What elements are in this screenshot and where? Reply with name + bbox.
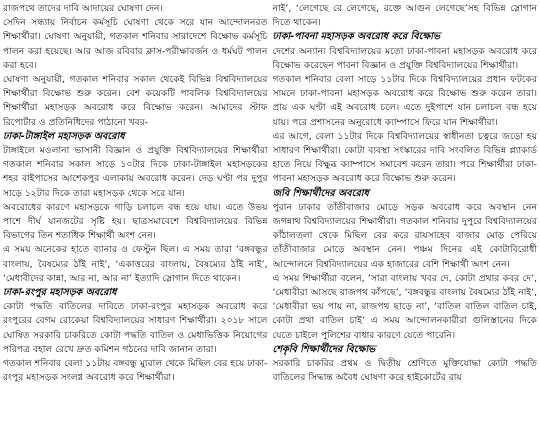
section-heading: শেকৃবি শিক্ষার্থীদের বিক্ষোভ: [272, 343, 376, 355]
paragraph: সেদিন সন্ধ্যায় নির্বাচন কর্মসূচি ঘোষণা থেকে সরে যান আন্দোলনরত শিক্ষার্থীরা। ঘোষণা অনুযায়ী, গতকাল শনিবার সারাদেশে বিক্ষোভ কর্মসূচি পালন করা হয়েছে। আর আজ রবিবার ক্লাস-পরীক্ষাবর্জন ও ধর্মঘট পালন করা হবে।: [3, 17, 268, 71]
section-heading: ঢাকা-রংপুর মহাসড়ক অবরোধ: [3, 287, 117, 299]
paragraph: পুরান ঢাকার তাঁতীবাজার মোড়ে সড়ক অবরোধ করে অবস্থান নেন জগন্নাথ বিশ্ববিদ্যালয়ের শিক্ষার্থীরা। গতকাল শনিবার দুপুরে বিশ্ববিদ্যালয়ের কাঁঠালতলা থেকে মিছিল বের করে রায়সাহেব বাজার মোড় পেরিয়ে তাঁতীবাজার মোড়ে অবস্থান নেন। পঞ্চম দিনের এই কোটাবিরোধী আন্দোলনে বিশ্ববিদ্যালয়ের এক হাজারের বেশি শিক্ষার্থী অংশ নেন।: [272, 201, 537, 270]
right-column: [273, 2, 538, 440]
paragraph: রাজপথে তাদের দাবি আদায়ের ঘোষণা দেন।: [3, 3, 163, 14]
paragraph: এ সময় শিক্ষার্থীরা বলেন, ‘সারা বাংলায় খবর দে, কোটা প্রথার কবর দে’, ‘মেধাবীরা আসছে রাজপথ কাঁপছে’, ‘বঙ্গবন্ধুর বাংলায় বৈষম্যের ঠাঁই নাই’, ‘মেধাবীরা ভয় পায় না, রাজপথ ছাড়ে না’, ‘বাতিল বাতিল বাতিল চাই, কোটা প্রথা বাতিল চাই’ এ সময় আন্দোলনকারীরা গুলিস্তানের দিকে যেতে চাইলে পুলিশের বাধার কারণে যেতে পারেনি।: [272, 272, 537, 341]
paragraph: অবরোধের কারণে মহাসড়কে গাড়ি চলাচল বন্ধ হয়ে যায়। এতে উভয় পাশে দীর্ঘ যানজটের সৃষ্টি হয়। ছাত্রসমাবেশে বিশ্ববিদ্যালয়ের বিভিন্ন বিভাগের তিন শতাধিক শিক্ষার্থী অংশ নেন।: [3, 201, 268, 242]
paragraph: গতকাল শনিবার বেলা ১১টায় বঙ্গবন্ধু ম্যুরাল থেকে মিছিল বের হয়ে ঢাকা-রংপুর মহাসড়ক সংলগ্ন অবরোধ করে শিক্ষার্থীরা।: [3, 358, 268, 384]
paragraph: এ সময় অনেকের হাতে ব্যানার ও ফেস্টুন ছিল। এ সময় তারা ‘বঙ্গবন্ধুর বাংলায়, বৈষম্যের ঠাঁই নাই’, ‘একাত্তরের বাংলায়, বৈষম্যের ঠাঁই নাই’, ‘মেধাবীদের কান্না, আর না, আর না’ ইত্যাদি স্লোগান দিতে থাকেন।: [3, 244, 268, 284]
paragraph: দেশের অন্যান্য বিশ্ববিদ্যালয়ের মতো ঢাকা-পাবনা মহাসড়ক অবরোধ করে বিক্ষোভ করেছেন পাবনা বিজ্ঞান ও প্রযুক্তি বিশ্ববিদ্যালয়ের শিক্ষার্থীরা।: [272, 45, 537, 71]
paragraph: কোটা পদ্ধতি বাতিলের দাবিতে ঢাকা-রংপুর মহাসড়ক অবরোধ করে রংপুরের বেগম রোকেয়া বিশ্ববিদ্যালয়ের সাধারণ শিক্ষার্থীরা। ২০১৮ সালে ঘোষিত সরকারি চাকরিতে কোটা পদ্ধতি বাতিল ও মেধাভিত্তিক নিয়োগের পরিপত্র বহাল রেখে দ্রুত কমিশন গঠনের দাবি জানান তারা।: [3, 301, 268, 355]
paragraph: টাঙ্গাইলে মওলানা ভাসানী বিজ্ঞান ও প্রযুক্তি বিশ্ববিদ্যালয়ের শিক্ষার্থীরা গতকাল শনিবার সকাল সাড়ে ১০টার দিকে ঢাকা-টাঙ্গাইল মহাসড়কের শহর বাইপাসের আশেকপুর এলাকায় অবরোধ করেন। দেড় ঘণ্টা পর দুপুর সাড়ে ১২টার দিকে তারা মহাসড়ক থেকে সরে যান।: [3, 145, 268, 199]
section-heading: জবি শিক্ষার্থীদের অবরোধ: [272, 187, 369, 199]
section-heading: ঢাকা-পাবনা মহাসড়ক অবরোধ করে বিক্ষোভ: [272, 31, 441, 43]
section-heading: ঢাকা-টাঙ্গাইল মহাসড়ক অবরোধ: [3, 130, 125, 142]
paragraph: সরকারি চাকরির প্রথম ও দ্বিতীয় শ্রেণিতে মুক্তিযোদ্ধা কোটা পদ্ধতি বাতিলের সিদ্ধান্ত অবৈধ ঘোষণা করে হাইকোর্টের রায়: [272, 358, 537, 384]
paragraph: গতকাল শনিবার বেলা সাড়ে ১১টার দিকে বিশ্ববিদ্যালয়ের প্রধান ফটকের সামনে ঢাকা-পাবনা মহাসড়ক অবরোধ করে বিক্ষোভ শুরু করেন তারা। প্রায় এক ঘণ্টা এই অবরোধ চলে। এতে দুইপাশে যান চলাচল বন্ধ হয়ে যায়। পরে প্রশাসনের অনুরোধে ক্যাম্পাসে ফিরে যান শিক্ষার্থীরা।: [272, 74, 537, 128]
paragraph: ঘোষণা অনুযায়ী, গতকাল শনিবার সকাল থেকেই বিভিন্ন বিশ্ববিদ্যালয়ের শিক্ষার্থীরা বিক্ষোভ শুরু করেন। বেশ কয়েকটি পাবলিক বিশ্ববিদ্যালয়ের শিক্ষার্থীরা মহাসড়ক অবরোধ করে বিক্ষোভ করেন। আমাদের স্টাফ রিপোর্টার ও প্রতিনিধিদের পাঠানো খবর-: [3, 74, 268, 128]
paragraph: এর আগে, বেলা ১১টার দিকে বিশ্ববিদ্যালয়ের স্বাধীনতা চত্বরে জড়ো হয় সাধারণ শিক্ষার্থীরা। কোটা ব্যবস্থা সংস্কারের দাবি সংবলিত বিভিন্ন প্ল্যাকার্ড হাতে নিয়ে বিক্ষুব্ধ ক্যাম্পাসে সমাবেশ করেন তারা। পরে শিক্ষার্থীরা ঢাকা-পাবনা মহাসড়ক অবরোধ করে বিক্ষোভ শুরু করেন।: [272, 130, 537, 185]
paragraph: নাই’, ‘লেগেছে রে লেগেছে, রক্তে আগুন লেগেছে’সহ বিভিন্ন স্লোগান দিতে থাকেন।: [272, 3, 537, 29]
left-column: [3, 2, 268, 440]
